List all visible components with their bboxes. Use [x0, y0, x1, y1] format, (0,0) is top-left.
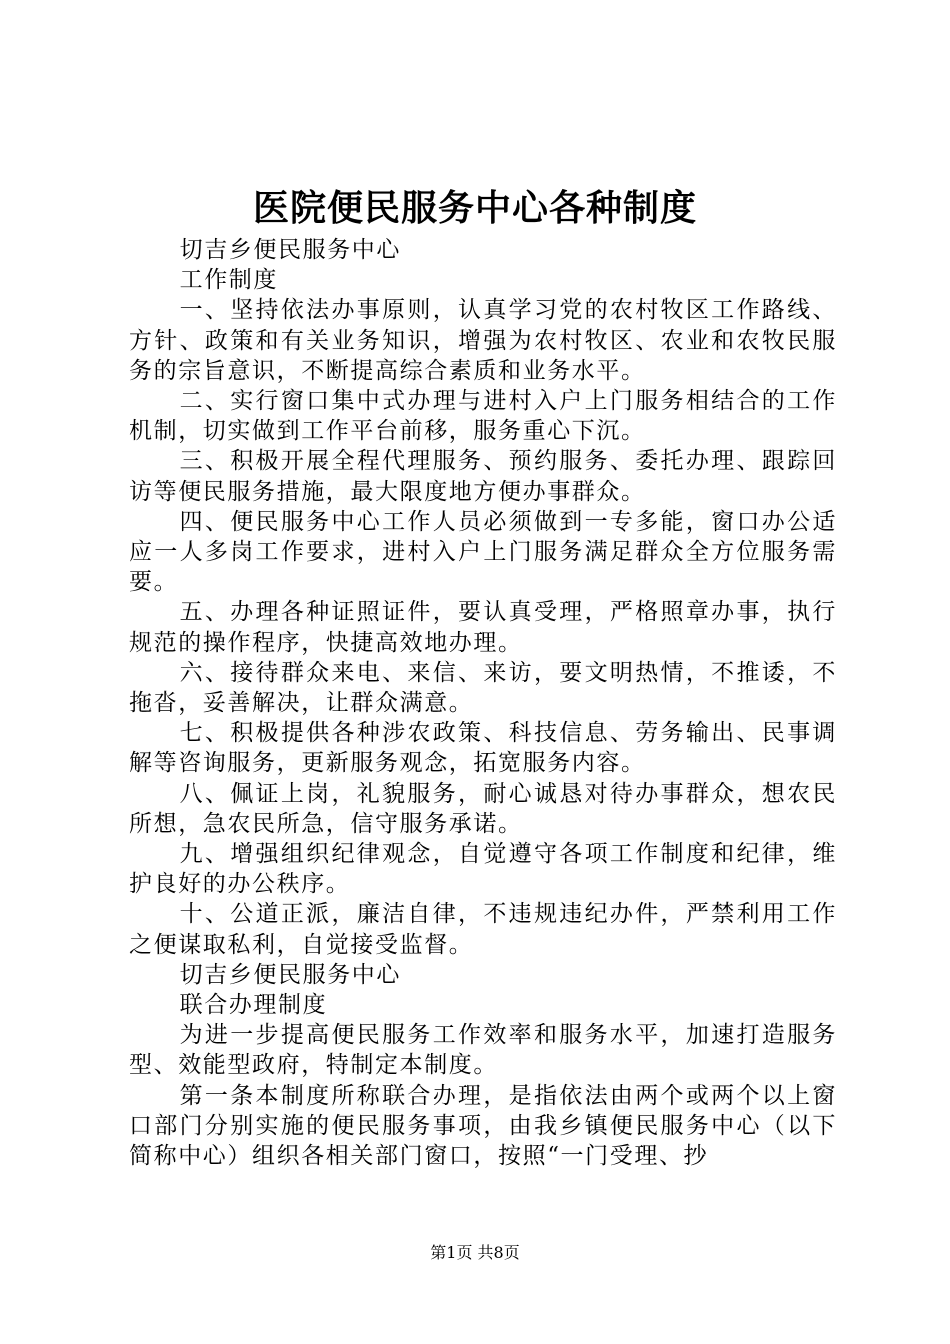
paragraph: 三、积极开展全程代理服务、预约服务、委托办理、跟踪回访等便民服务措施，最大限度地方便办事群众。 — [129, 448, 837, 505]
paragraph: 十、公道正派，廉洁自律，不违规违纪办件，严禁利用工作之便谋取私利，自觉接受监督。 — [129, 901, 837, 958]
paragraph: 切吉乡便民服务中心 — [179, 237, 401, 263]
paragraph: 联合办理制度 — [179, 992, 328, 1019]
paragraph: 四、便民服务中心工作人员必须做到一专多能，窗口办公适应一人多岗工作要求，进村入户上门服务满足群众全方位服务需要。 — [129, 508, 837, 596]
page-footer: 第1页 共8页 — [430, 1243, 520, 1262]
paragraph: 第一条本制度所称联合办理，是指依法由两个或两个以上窗口部门分别实施的便民服务事项，由我乡镇便民服务中心（以下简称中心）组织各相关部门窗口，按照“一门受理、抄 — [129, 1082, 837, 1170]
paragraph: 五、办理各种证照证件，要认真受理，严格照章办事，执行规范的操作程序，快捷高效地办理。 — [129, 599, 837, 656]
paragraph: 一、坚持依法办事原则，认真学习党的农村牧区工作路线、方针、政策和有关业务知识，增强为农村牧区、农业和农牧民服务的宗旨意识，不断提高综合素质和业务水平。 — [129, 297, 837, 384]
paragraph: 八、佩证上岗，礼貌服务，耐心诚恳对待办事群众，想农民所想，急农民所急，信守服务承诺。 — [129, 780, 837, 837]
paragraph: 切吉乡便民服务中心 — [179, 961, 401, 988]
document-body — [129, 235, 837, 1171]
paragraph: 六、接待群众来电、来信、来访，要文明热情，不推诿，不拖沓，妥善解决，让群众满意。 — [129, 659, 837, 717]
document-title: 医院便民服务中心各种制度 — [252, 187, 697, 229]
paragraph: 为进一步提高便民服务工作效率和服务水平，加速打造服务型、效能型政府，特制定本制度。 — [129, 1022, 837, 1079]
paragraph: 九、增强组织纪律观念，自觉遵守各项工作制度和纪律，维护良好的办公秩序。 — [129, 841, 837, 898]
paragraph: 二、实行窗口集中式办理与进村入户上门服务相结合的工作机制，切实做到工作平台前移，服务重心下沉。 — [129, 388, 837, 445]
paragraph: 七、积极提供各种涉农政策、科技信息、劳务输出、民事调解等咨询服务，更新服务观念，拓宽服务内容。 — [129, 720, 837, 777]
paragraph: 工作制度 — [179, 267, 278, 294]
